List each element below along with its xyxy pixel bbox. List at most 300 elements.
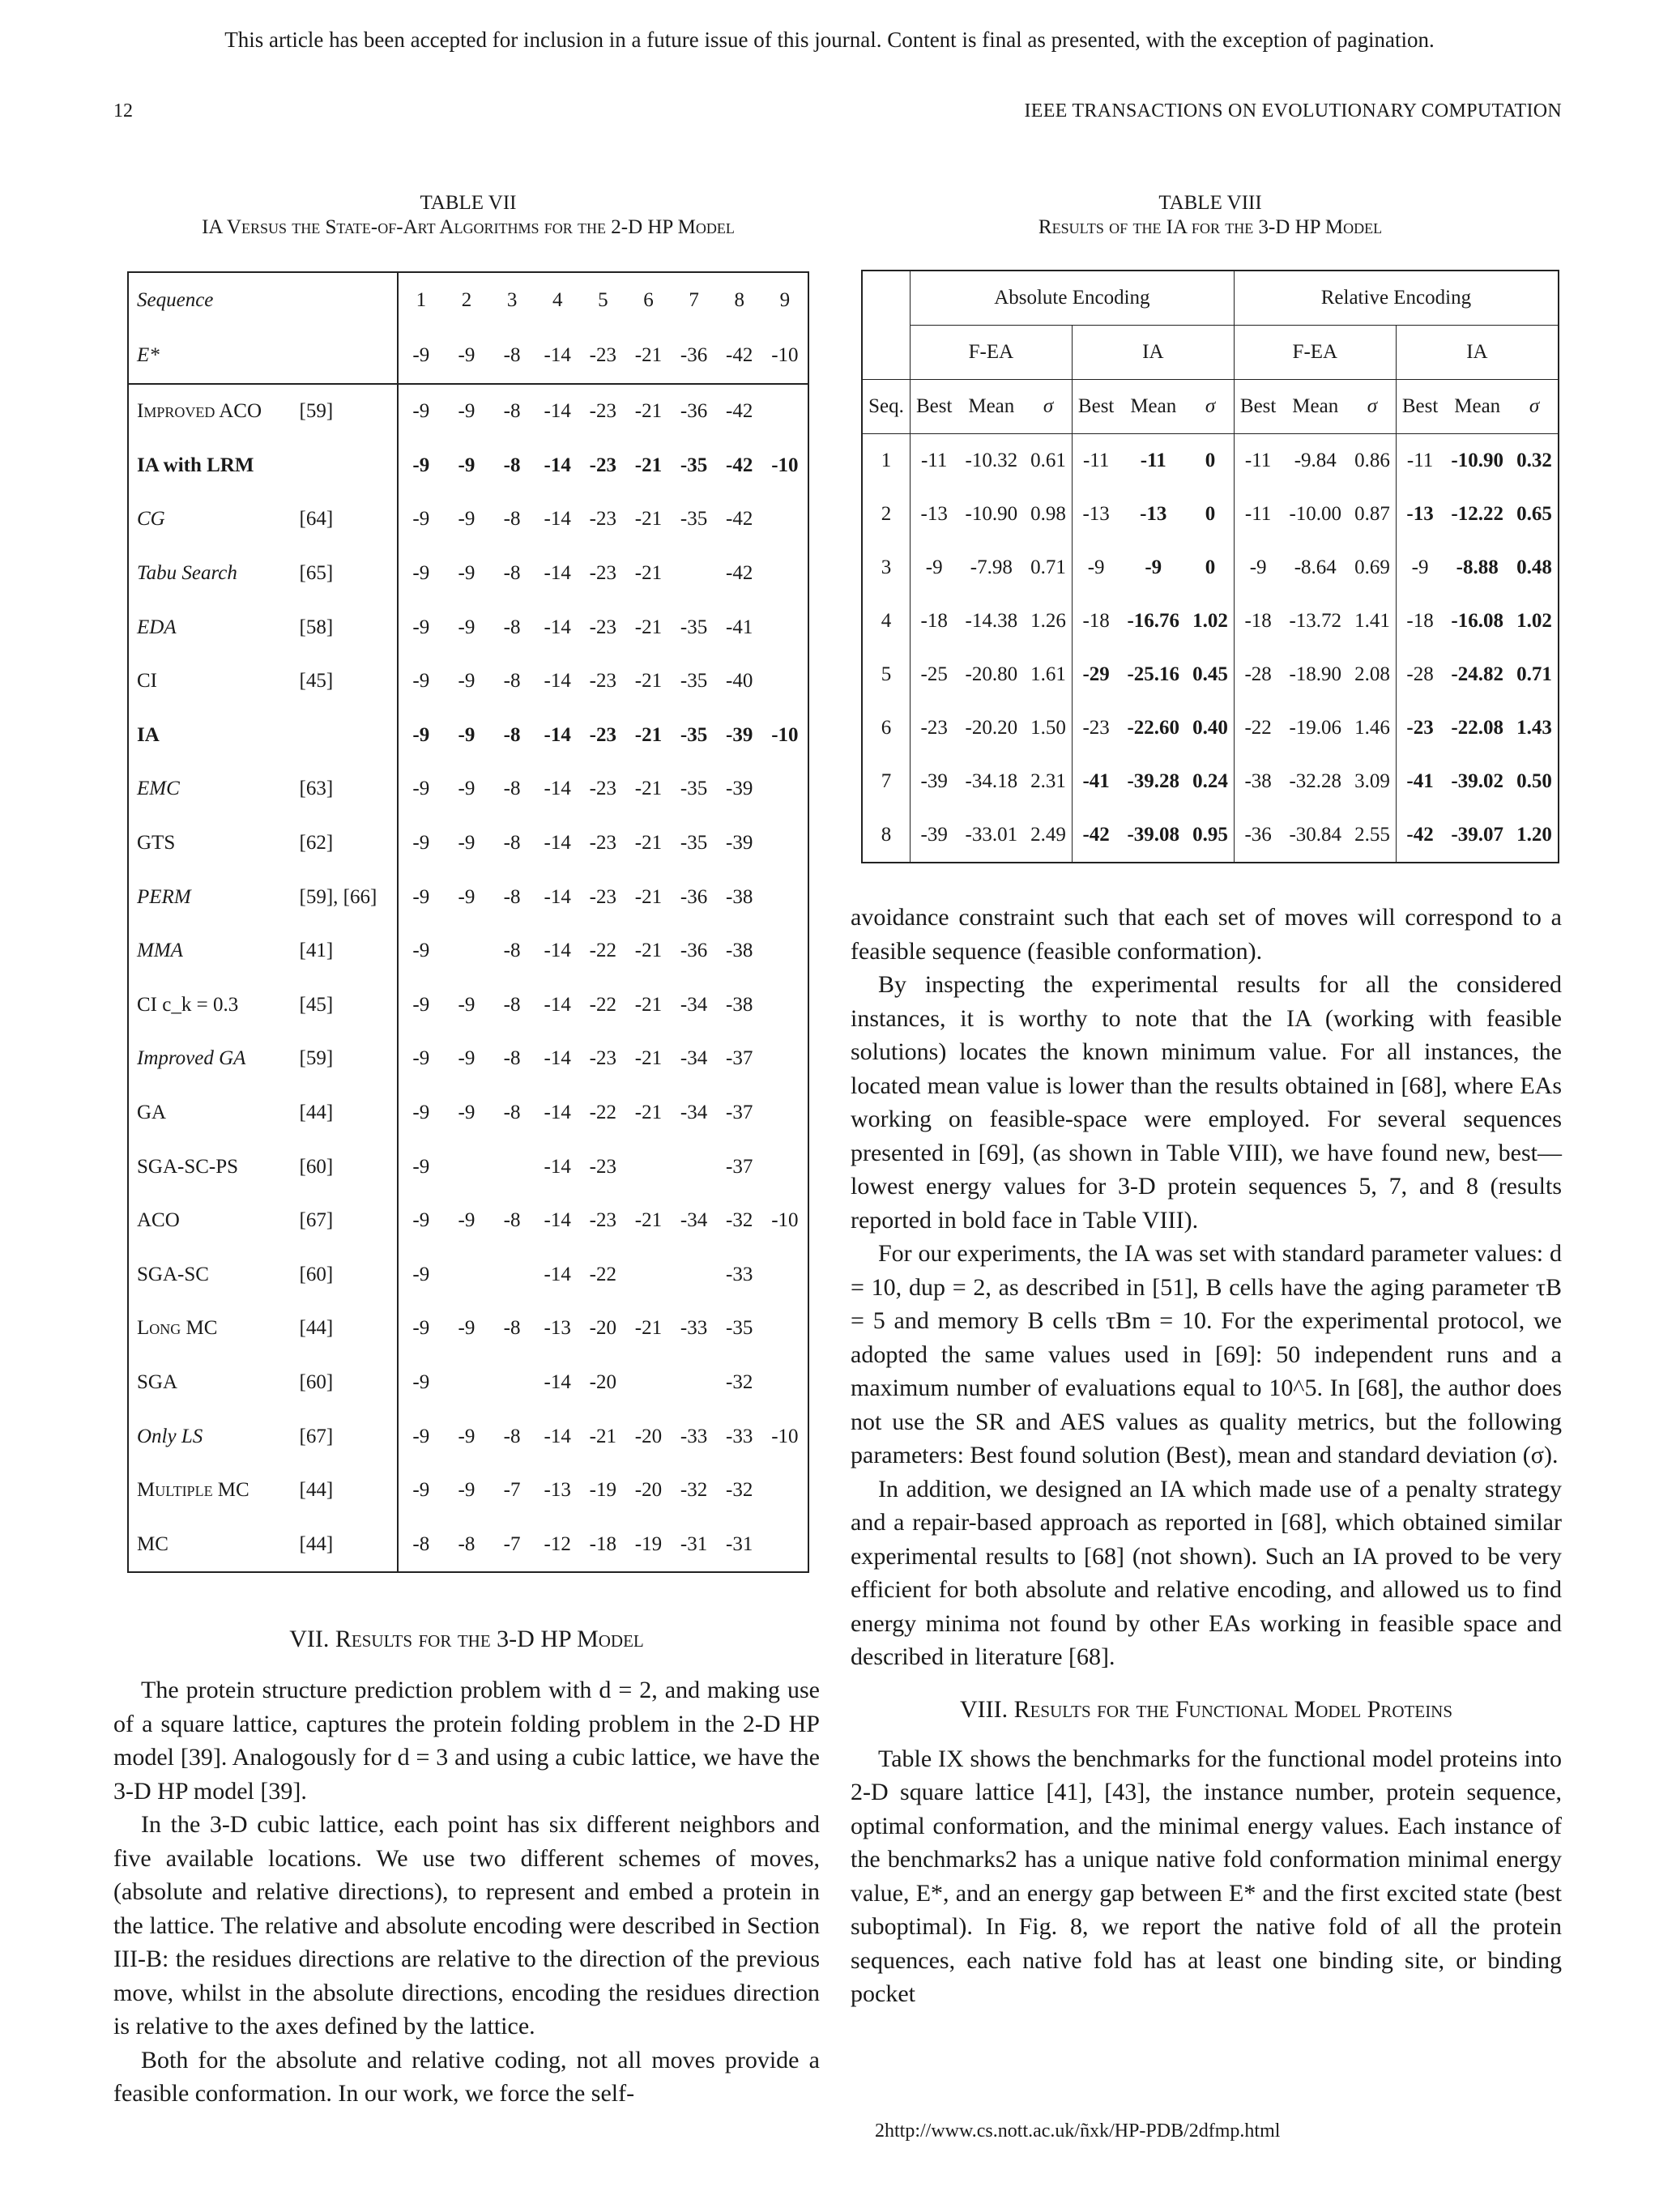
table7-value: -13: [544, 1317, 571, 1340]
table8-value: 1.26: [1025, 595, 1072, 648]
table7-value: -9: [412, 778, 430, 800]
table7-value: -8: [503, 454, 521, 476]
table7-algorithm-ref: [59]: [300, 1032, 398, 1086]
table8-value: 1.02: [1511, 595, 1559, 648]
journal-name: IEEE TRANSACTIONS ON EVOLUTIONARY COMPUTATION: [1024, 100, 1562, 121]
table8-value: -13: [1396, 488, 1444, 541]
table7-value: -9: [412, 400, 430, 423]
table8-value: -28: [1234, 648, 1282, 701]
page-number: 12: [113, 100, 133, 121]
table8-corner: [862, 271, 910, 326]
table8-seq: 6: [862, 701, 910, 755]
table7-seq-num: 4: [552, 289, 563, 311]
table7-value: [762, 1032, 808, 1086]
table7-value: -9: [412, 1425, 430, 1447]
table7-value: -8: [503, 885, 521, 908]
table7-algorithm-ref: [67]: [300, 1409, 398, 1464]
table7-estar-value: -42: [717, 328, 762, 384]
table8-relative-header: Relative Encoding: [1234, 271, 1559, 326]
table8-value: -39: [910, 808, 957, 863]
table7-value: -20: [589, 1317, 616, 1340]
table7-value: -9: [458, 562, 476, 585]
table7-algorithm-ref: [44]: [300, 1302, 398, 1356]
table7-algorithm-ref: [41]: [300, 924, 398, 978]
table8-method-header: IA: [1072, 326, 1234, 380]
table7-value: -21: [634, 508, 663, 531]
table7-label: TABLE VII: [420, 192, 517, 214]
table7-algorithm-name: CI c_k = 0.3: [137, 993, 239, 1016]
table7-algorithm-ref: [44]: [300, 1517, 398, 1572]
table-row: [128, 1194, 808, 1248]
table7-value: -21: [634, 400, 663, 423]
table-row: [862, 541, 1559, 595]
table8-value: -39.08: [1127, 824, 1180, 846]
table7-value: -14: [544, 885, 571, 908]
table8-value: -11: [1396, 434, 1444, 488]
table8-caption: Results of the IA for the 3-D HP Model: [1038, 216, 1383, 238]
table-row: [862, 434, 1559, 488]
table7-algorithm-ref: [60]: [300, 1248, 398, 1302]
left-paragraph-1: The protein structure prediction problem with d = 2, and making use of a square lattice, captures the protein folding problem in the 2-D HP model [39]. Analogously for d = 3 and using a cubic lattice, we have the 3-D HP model [39].: [113, 1677, 820, 1805]
table8-value: -13: [910, 488, 957, 541]
table7-value: -23: [589, 723, 616, 746]
table8-value: -33.01: [965, 824, 1018, 846]
table7-algorithm-name: EDA: [137, 616, 177, 638]
table7-value: -9: [458, 832, 476, 855]
table8-value: 0.61: [1025, 434, 1072, 488]
table7-seq-num: 8: [734, 289, 744, 311]
table7-value: -14: [544, 778, 571, 800]
table7-algorithm-name: CI: [137, 670, 157, 693]
left-column: [113, 1623, 820, 2111]
table7-algorithm-name: SGA-SC: [137, 1263, 209, 1285]
table7-value: -8: [503, 508, 521, 531]
table7-value: -14: [544, 1102, 571, 1124]
table7-estar-row: [128, 328, 808, 384]
table-row: [128, 1464, 808, 1518]
table8-value: -7.98: [970, 556, 1013, 578]
table8-header-row-3: [862, 380, 1559, 434]
table7-value: -19: [589, 1479, 616, 1502]
table-row: [128, 492, 808, 547]
table7-value: -39: [726, 832, 753, 855]
table7-value: -20: [634, 1425, 663, 1447]
table7-value: -33: [726, 1263, 753, 1285]
table7-value: -14: [544, 1263, 571, 1285]
table8-seq: 7: [862, 755, 910, 808]
table7-header-row: [128, 272, 808, 328]
table7-value: -14: [544, 1155, 571, 1178]
table7-value: -39: [726, 778, 753, 800]
table7-estar-value: -9: [398, 328, 444, 384]
table7-value: -38: [726, 885, 753, 908]
table7-estar-value: -21: [625, 328, 671, 384]
table7-value: -42: [726, 400, 753, 423]
table7-seq-num: 3: [506, 289, 518, 311]
table7-value: -35: [680, 723, 708, 746]
table-row: [128, 762, 808, 816]
table7-value: -23: [589, 778, 616, 800]
table-row: [862, 648, 1559, 701]
table8-seq: 1: [862, 434, 910, 488]
table8-sigma-header: σ: [1025, 380, 1072, 434]
table7-value: -21: [634, 1102, 663, 1124]
table8-value: -23: [1072, 701, 1120, 755]
table8-value: -12.22: [1451, 503, 1503, 525]
table8-value: 0.69: [1349, 541, 1396, 595]
table7-algorithm-name: Tabu Search: [137, 562, 237, 585]
table7-value: [762, 1086, 808, 1140]
table-row: [128, 924, 808, 978]
table8-value: -24.82: [1451, 663, 1503, 685]
table7-value: -10: [771, 723, 799, 746]
table8-value: 1.46: [1349, 701, 1396, 755]
table7-value: [672, 1140, 717, 1194]
table7-value: -19: [634, 1532, 663, 1555]
table8-value: -20.80: [965, 663, 1018, 685]
table7-value: -36: [680, 885, 708, 908]
table7-value: -14: [544, 1370, 571, 1393]
table8-value: -11: [910, 434, 957, 488]
table7-algorithm-name: GA: [137, 1102, 167, 1124]
table7-value: -23: [589, 400, 616, 423]
section-8-heading: VIII. Results for the Functional Model Proteins: [959, 1695, 1453, 1723]
table8-best-header: Best: [910, 380, 957, 434]
table-row: [128, 816, 808, 871]
table8-mean-header: Mean: [957, 380, 1025, 434]
table7-value: [672, 1356, 717, 1410]
table7-algorithm-name: Improved GA: [137, 1047, 246, 1070]
table7-value: [489, 1356, 535, 1410]
table7-value: -7: [503, 1479, 521, 1502]
table7-value: -9: [412, 562, 430, 585]
table7-value: [625, 1248, 671, 1302]
table7-seq-num: 2: [461, 289, 472, 311]
right-paragraph-0: avoidance constraint such that each set of moves will correspond to a feasible sequence (feasible conformation).: [851, 904, 1562, 965]
table7-value: -10: [771, 454, 799, 476]
table7-value: [762, 1140, 808, 1194]
table7-value: [672, 547, 717, 601]
table8-value: 0.32: [1511, 434, 1559, 488]
table7-algorithm-name: PERM: [137, 885, 191, 908]
table8-value: -25.16: [1127, 663, 1180, 685]
table7-caption-block: [127, 191, 809, 240]
table8-value: -25: [910, 648, 957, 701]
table7-value: [762, 816, 808, 871]
table8-method-header: IA: [1396, 326, 1559, 380]
table7-value: -36: [680, 400, 708, 423]
table7-value: -32: [726, 1370, 753, 1393]
table7-seq-num: 7: [689, 289, 699, 311]
table7-algorithm-name: SGA-SC-PS: [137, 1155, 239, 1178]
table7-value: -20: [589, 1370, 616, 1393]
table7-value: -14: [544, 616, 571, 638]
table8-value: 1.43: [1511, 701, 1559, 755]
table8-value: -9: [910, 541, 957, 595]
table8-value: -10.90: [965, 503, 1018, 525]
table7-estar-value: -9: [444, 328, 489, 384]
table7-value: -22: [589, 940, 616, 962]
table7-value: [489, 1248, 535, 1302]
table7-value: -21: [634, 993, 663, 1016]
table7-algorithm-ref: [44]: [300, 1464, 398, 1518]
table7-value: -32: [726, 1479, 753, 1502]
table8-seq: 5: [862, 648, 910, 701]
table8-mean-header: Mean: [1120, 380, 1187, 434]
table8-value: -8.64: [1294, 556, 1337, 578]
table8-header-row-1: [862, 271, 1559, 326]
table7-algorithm-name: IA with LRM: [137, 454, 254, 476]
table7-value: -21: [634, 454, 663, 476]
table7-value: -21: [634, 723, 663, 746]
table7-value: -9: [412, 670, 430, 693]
table8-value: 0.71: [1025, 541, 1072, 595]
table7-value: -23: [589, 1155, 616, 1178]
table7-estar-value: -14: [535, 328, 580, 384]
table7-caption: IA Versus the State-of-Art Algorithms for the 2-D HP Model: [202, 216, 735, 238]
table7-value: -42: [726, 454, 753, 476]
table7-value: -21: [634, 1209, 663, 1232]
table7-algorithm-ref: [65]: [300, 547, 398, 601]
table7-algorithm-ref: [44]: [300, 1086, 398, 1140]
table-row: [128, 547, 808, 601]
table7-value: -14: [544, 562, 571, 585]
table7-value: -8: [458, 1532, 476, 1555]
table7-value: -21: [634, 778, 663, 800]
table7-algorithm-ref: [300, 439, 398, 493]
table8-value: -9.84: [1294, 450, 1337, 471]
table8-absolute-header: Absolute Encoding: [910, 271, 1234, 326]
table8-value: -16.08: [1451, 610, 1503, 632]
table8-value: -11: [1140, 450, 1166, 471]
table7-value: -23: [589, 454, 616, 476]
table7-algorithm-ref: [59], [66]: [300, 870, 398, 924]
table7-algorithm-ref: [62]: [300, 816, 398, 871]
table7-value: -9: [412, 993, 430, 1016]
table7-value: -23: [589, 616, 616, 638]
table8-method-header: F-EA: [910, 326, 1072, 380]
table-row: [128, 1140, 808, 1194]
table7-value: [762, 492, 808, 547]
table7-value: -33: [680, 1425, 708, 1447]
table8-value: 2.08: [1349, 648, 1396, 701]
table7-value: -8: [503, 832, 521, 855]
table8-value: -18: [1396, 595, 1444, 648]
table8-value: 2.49: [1025, 808, 1072, 863]
table7-value: -34: [680, 1047, 708, 1070]
table8-value: -22: [1234, 701, 1282, 755]
table7-seq-num: 1: [416, 289, 427, 311]
table7-value: [672, 1248, 717, 1302]
table7-value: -9: [412, 1209, 430, 1232]
table7-value: [762, 870, 808, 924]
table7-value: -14: [544, 400, 571, 423]
table7-value: -23: [589, 885, 616, 908]
table8-value: -34.18: [965, 770, 1018, 792]
table7-value: -9: [412, 1370, 430, 1393]
table8-value: -19.06: [1289, 717, 1342, 739]
table7-value: -9: [412, 616, 430, 638]
table7-value: [762, 600, 808, 654]
table7-value: -8: [503, 670, 521, 693]
table7-value: -21: [634, 832, 663, 855]
table7-value: [762, 1464, 808, 1518]
table7-value: -21: [634, 1317, 663, 1340]
table8-value: 0: [1187, 488, 1234, 541]
table7-value: -13: [544, 1479, 571, 1502]
table7-value: -8: [503, 1317, 521, 1340]
table7-value: -7: [503, 1532, 521, 1555]
table7-algorithm-ref: [300, 709, 398, 763]
table7-value: -35: [680, 778, 708, 800]
table7-algorithm-ref: [64]: [300, 492, 398, 547]
table-row: [128, 600, 808, 654]
table8-value: -23: [1396, 701, 1444, 755]
table7-value: [444, 1356, 489, 1410]
table8-value: -30.84: [1289, 824, 1342, 846]
table7-value: -22: [589, 1102, 616, 1124]
table7-value: -8: [503, 616, 521, 638]
table8-value: -38: [1234, 755, 1282, 808]
table7-value: [489, 1140, 535, 1194]
table8-value: -41: [1396, 755, 1444, 808]
table7-value: -9: [458, 454, 476, 476]
table8-value: -9: [1145, 556, 1162, 578]
table7-estar-ref: [300, 328, 398, 384]
table8: [861, 270, 1559, 863]
table8-best-header: Best: [1072, 380, 1120, 434]
table7-value: -23: [589, 1209, 616, 1232]
table7-value: [444, 1248, 489, 1302]
table7-value: -9: [458, 616, 476, 638]
left-paragraph-3: Both for the absolute and relative coding, not all moves provide a feasible conformation. In our work, we force the self-: [113, 2046, 820, 2107]
table-row: [128, 1302, 808, 1356]
table8-value: 1.61: [1025, 648, 1072, 701]
table8-value: 2.55: [1349, 808, 1396, 863]
table8-value: -18: [910, 595, 957, 648]
table7-value: -39: [726, 723, 753, 746]
table7-seq-num: 6: [643, 289, 654, 311]
table7-value: -23: [589, 508, 616, 531]
table7-value: -32: [680, 1479, 708, 1502]
table7-value: -35: [680, 454, 708, 476]
table7-value: -8: [503, 1425, 521, 1447]
table8-value: -9: [1396, 541, 1444, 595]
table7-value: -14: [544, 993, 571, 1016]
table7-algorithm-name: Only LS: [137, 1425, 203, 1447]
table7-value: -9: [412, 1102, 430, 1124]
table7-value: -9: [458, 1047, 476, 1070]
table7-value: -9: [458, 670, 476, 693]
table8-value: -8.88: [1456, 556, 1499, 578]
table-row: [128, 1409, 808, 1464]
table7-value: -20: [634, 1479, 663, 1502]
table7-value: -8: [412, 1532, 430, 1555]
table7-value: -9: [412, 1317, 430, 1340]
table8-best-header: Best: [1396, 380, 1444, 434]
table7-value: -22: [589, 1263, 616, 1285]
table-row: [128, 1248, 808, 1302]
table7-algorithm-name: Multiple MC: [137, 1479, 249, 1502]
table7-value: -23: [589, 1047, 616, 1070]
table8-value: 0.65: [1511, 488, 1559, 541]
table8-method-header: F-EA: [1234, 326, 1396, 380]
section-7-heading: VII. Results for the 3-D HP Model: [289, 1626, 644, 1652]
table8-value: -20.20: [965, 717, 1018, 739]
table7-value: -21: [589, 1425, 616, 1447]
table8-value: -23: [910, 701, 957, 755]
table7-value: -9: [458, 400, 476, 423]
table8-value: 0.95: [1187, 808, 1234, 863]
table7-header-estar: E*: [128, 328, 300, 384]
table7-value: -23: [589, 670, 616, 693]
table7-value: [762, 1517, 808, 1572]
table8-value: 0.24: [1187, 755, 1234, 808]
table7-value: -42: [726, 562, 753, 585]
table8-mean-header: Mean: [1282, 380, 1349, 434]
table-row: [128, 978, 808, 1033]
table7-value: -8: [503, 778, 521, 800]
table7-value: -9: [412, 1263, 430, 1285]
table8-value: 0.71: [1511, 648, 1559, 701]
table-row: [128, 384, 808, 439]
table7-value: -41: [726, 616, 753, 638]
table7-value: -9: [412, 1479, 430, 1502]
table7-value: [762, 978, 808, 1033]
right-paragraph-1: By inspecting the experimental results for all the considered instances, it is worthy to note that the IA (working with feasible solutions) locates the known minimum value. For all instances, the located mean value is lower than the results obtained in [68], where EAs working on feasible-space were employed. For several sequences presented in [69], (as shown in Table VIII), we have found new, best—lowest energy values for 3-D protein sequences 5, 7, and 8 (results reported in bold face in Table VIII).: [851, 971, 1562, 1234]
table7-algorithm-ref: [58]: [300, 600, 398, 654]
table8-sigma-header: σ: [1511, 380, 1559, 434]
table7-algorithm-name: IA: [137, 723, 160, 746]
table8-value: -13: [1072, 488, 1120, 541]
table-row: [862, 595, 1559, 648]
right-column: [851, 901, 1562, 2011]
table7-estar-value: -10: [762, 328, 808, 384]
table7-value: -8: [503, 723, 521, 746]
table7-value: -14: [544, 723, 571, 746]
table8-seq: 8: [862, 808, 910, 863]
table7-value: -9: [458, 993, 476, 1016]
table8-value: -18: [1234, 595, 1282, 648]
table7-algorithm-name: MC: [137, 1532, 168, 1555]
table7-value: [762, 547, 808, 601]
table7-value: -34: [680, 993, 708, 1016]
table-row: [128, 1517, 808, 1572]
table8-value: 0: [1187, 541, 1234, 595]
footnote: 2http://www.cs.nott.ac.uk/ñxk/HP-PDB/2dfmp.html: [875, 2120, 1281, 2142]
table8-seq: 3: [862, 541, 910, 595]
table8-value: -32.28: [1289, 770, 1342, 792]
table7-value: -31: [726, 1532, 753, 1555]
table7-value: -35: [726, 1317, 753, 1340]
table7-value: -14: [544, 508, 571, 531]
table7-value: -10: [771, 1209, 799, 1232]
table7-value: -36: [680, 940, 708, 962]
table8-value: 0: [1187, 434, 1234, 488]
table7-value: -21: [634, 616, 663, 638]
table-row: [128, 709, 808, 763]
table7-algorithm-ref: [67]: [300, 1194, 398, 1248]
table7-value: [444, 924, 489, 978]
table7-value: -14: [544, 1425, 571, 1447]
table7-value: -14: [544, 670, 571, 693]
table7-value: -12: [544, 1532, 571, 1555]
table7-value: [625, 1356, 671, 1410]
table8-value: 3.09: [1349, 755, 1396, 808]
table7-value: [762, 924, 808, 978]
table7-value: [762, 384, 808, 439]
acceptance-banner: This article has been accepted for inclusion in a future issue of this journal. Content is final as presented, with the exception of pagination.: [224, 28, 1435, 52]
